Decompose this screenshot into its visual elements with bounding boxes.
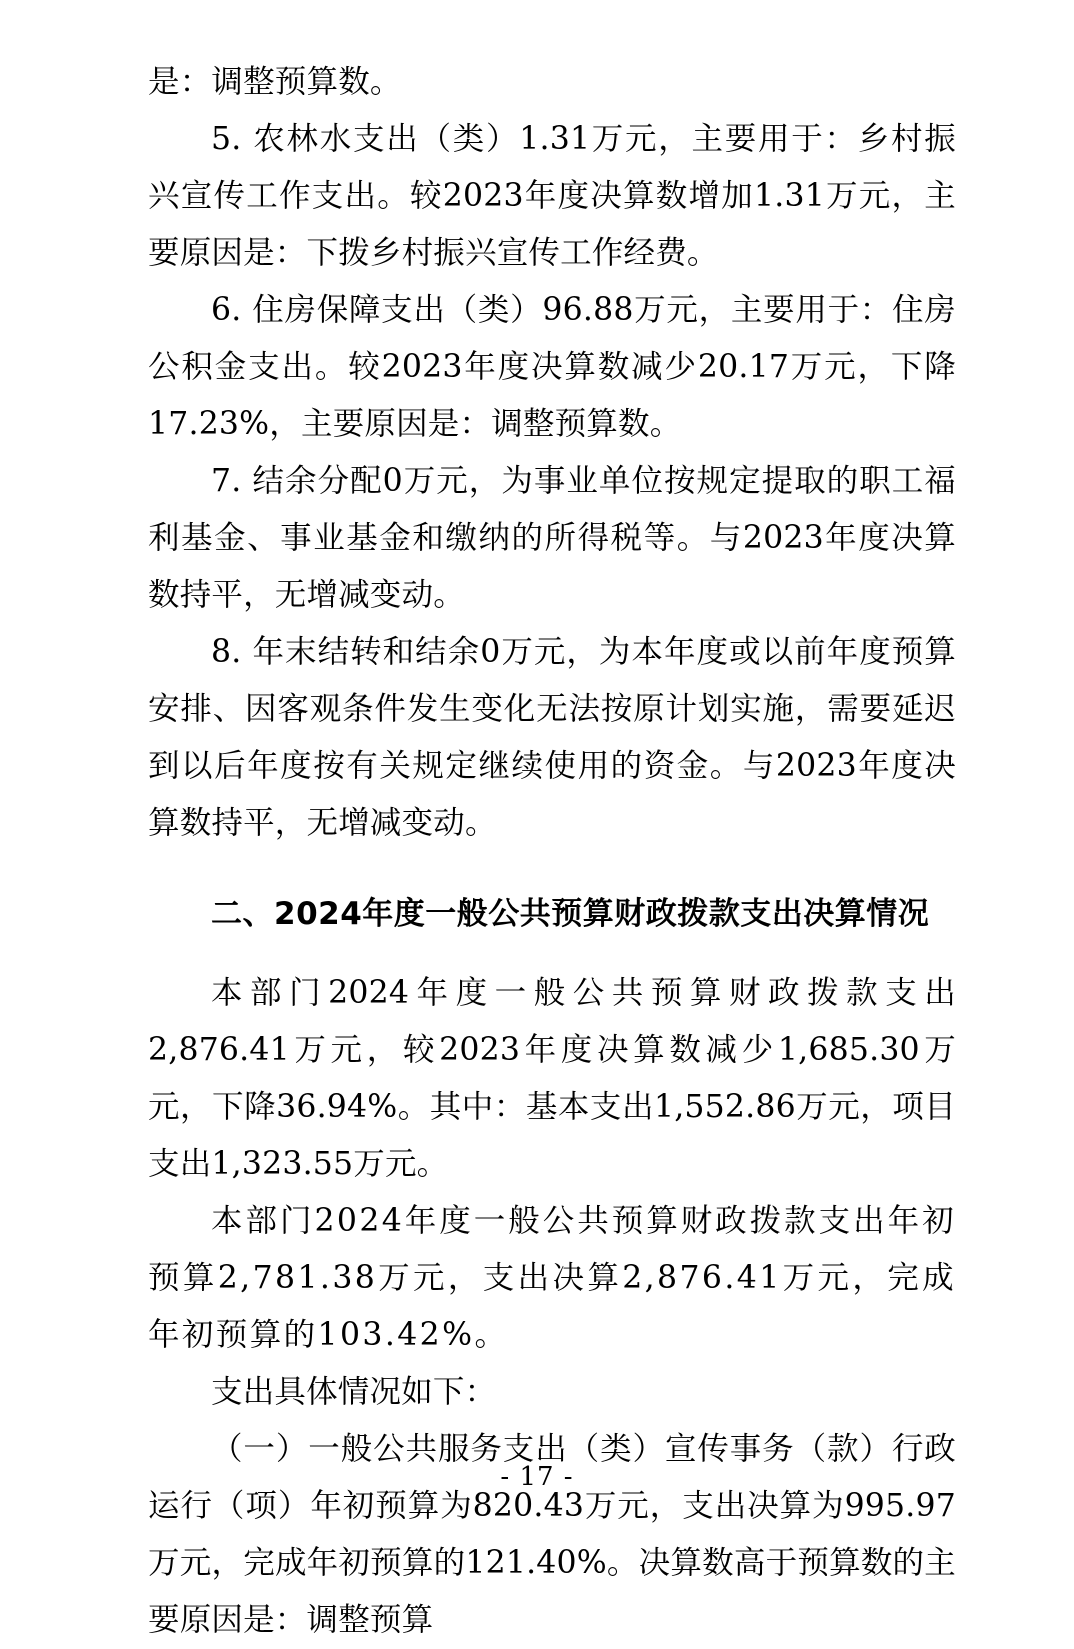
paragraph-item-1-general-public-service: （一）一般公共服务支出（类）宣传事务（款）行政运行（项）年初预算为820.43万元，支出决算为995.97万元，完成年初预算的121.40%。决算数高于预算数的主要原因是：调整预算 bbox=[148, 1431, 956, 1638]
paragraph-details-lead: 支出具体情况如下： bbox=[211, 1374, 497, 1410]
paragraph-item-8: 8. 年末结转和结余0万元，为本年度或以前年度预算安排、因客观条件发生变化无法按原计划实施，需要延迟到以后年度按有关规定继续使用的资金。与2023年度决算数持平，无增减变动。 bbox=[148, 634, 956, 841]
paragraph-item-5: 5. 农林水支出（类）1.31万元，主要用于：乡村振兴宣传工作支出。较2023年度决算数增加1.31万元，主要原因是：下拨乡村振兴宣传工作经费。 bbox=[148, 121, 956, 271]
paragraph-continued: 是：调整预算数。 bbox=[148, 64, 402, 100]
paragraph-expenditure-summary: 本部门2024年度一般公共预算财政拨款支出2,876.41万元，较2023年度决算数减少1,685.30万元，下降36.94%。其中：基本支出1,552.86万元，项目支出1,323.55万元。 bbox=[148, 975, 956, 1182]
paragraph-item-7: 7. 结余分配0万元，为事业单位按规定提取的职工福利基金、事业基金和缴纳的所得税等。与2023年度决算数持平，无增减变动。 bbox=[148, 463, 956, 613]
document-body bbox=[148, 54, 956, 1649]
heading-spacer-below bbox=[148, 943, 956, 965]
page-number: - 17 - bbox=[500, 1462, 574, 1492]
paragraph-item-6: 6. 住房保障支出（类）96.88万元，主要用于：住房公积金支出。较2023年度决算数减少20.17万元，下降17.23%，主要原因是：调整预算数。 bbox=[148, 292, 956, 442]
paragraph-budget-comparison: 本部门2024年度一般公共预算财政拨款支出年初预算2,781.38万元，支出决算2,876.41万元，完成年初预算的103.42%。 bbox=[148, 1203, 956, 1353]
heading-spacer-above bbox=[148, 852, 956, 886]
section-heading-2: 二、2024年度一般公共预算财政拨款支出决算情况 bbox=[211, 896, 930, 932]
